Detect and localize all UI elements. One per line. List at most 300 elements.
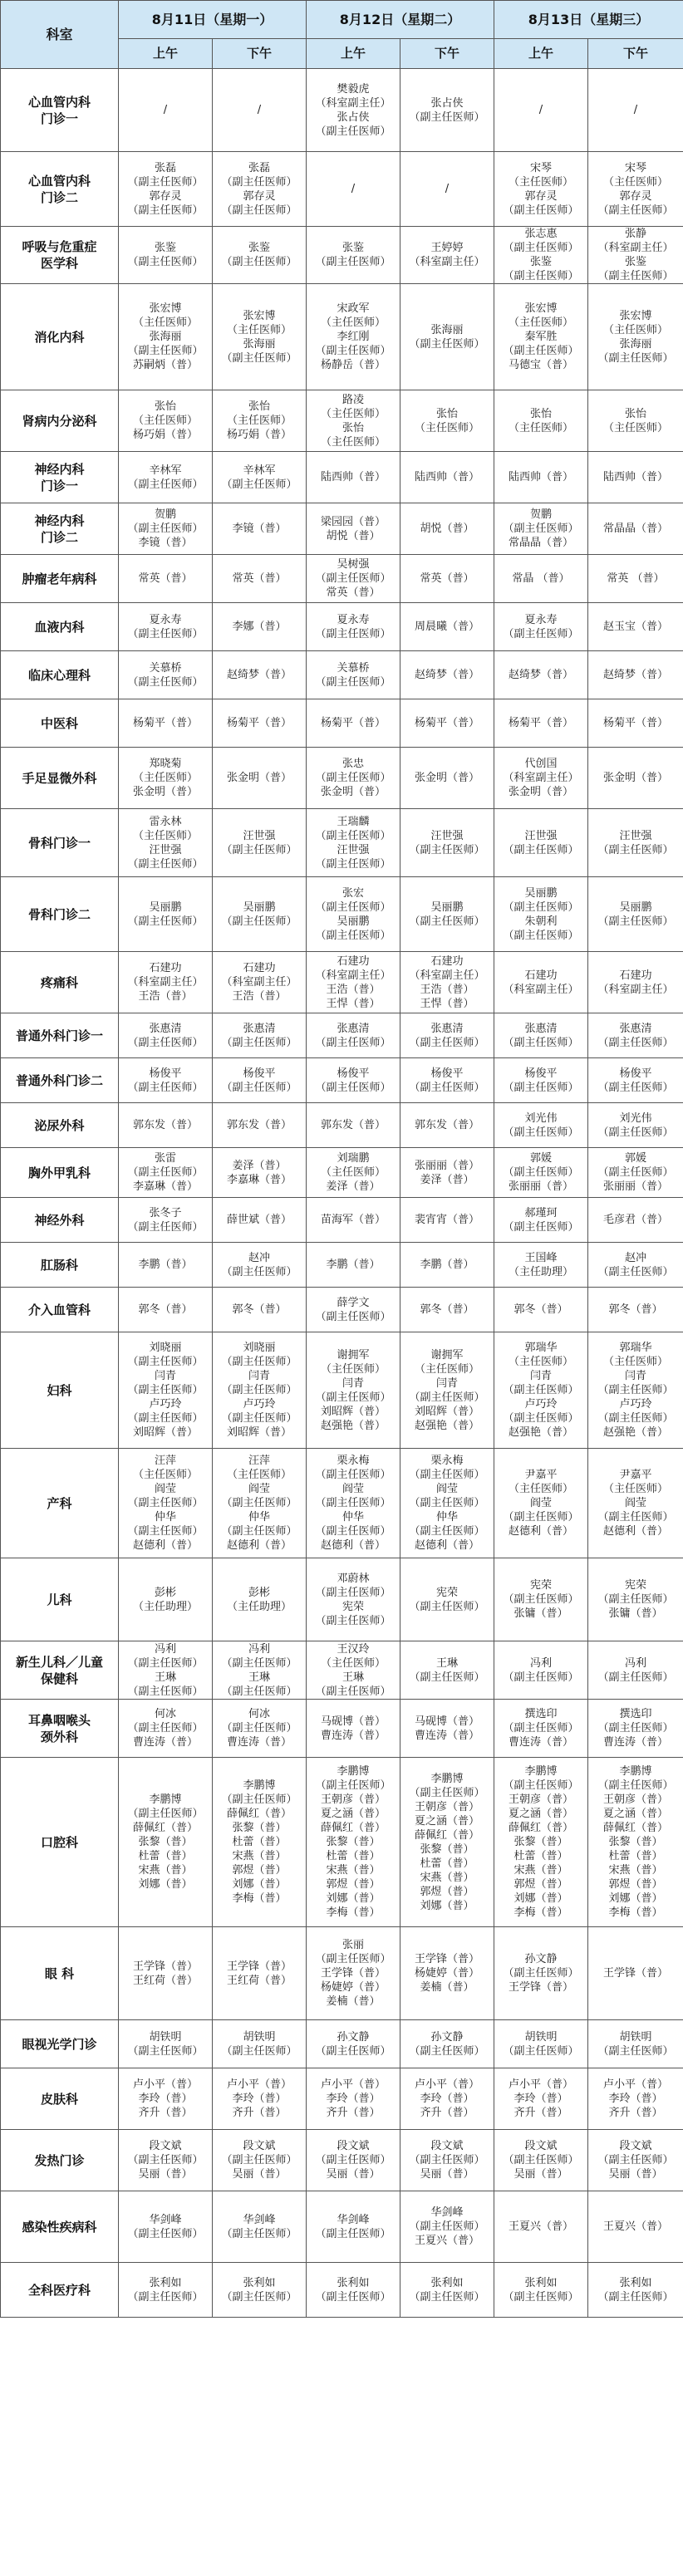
doctor-line: （主任医师） (132, 1469, 198, 1481)
doctor-line: 赵绮梦（普） (226, 669, 292, 681)
doctor-line: 王朝彦（普） (414, 1800, 479, 1813)
schedule-cell (400, 1103, 494, 1148)
schedule-cell (119, 952, 213, 1013)
doctor-line: 郭煜（普） (513, 1878, 568, 1891)
doctor-line: （副主任医师） (315, 1469, 391, 1481)
schedule-cell (119, 748, 213, 809)
doctor-line: 吴丽鹏 (430, 900, 464, 914)
doctor-line: （副主任医师） (127, 2290, 204, 2304)
schedule-cell (119, 69, 213, 152)
doctor-line: 段文斌 (337, 2140, 370, 2152)
schedule-cell (400, 1758, 494, 1927)
doctor-line: 张丽丽（普） (508, 1180, 573, 1193)
doctor-line: 杨巧娟（普） (226, 429, 292, 441)
schedule-cell (400, 1332, 494, 1449)
doctor-line: 张惠清 (619, 1022, 652, 1035)
schedule-cell (494, 1449, 588, 1558)
schedule-cell (307, 603, 400, 651)
schedule-cell (588, 2130, 683, 2191)
schedule-cell (119, 1013, 213, 1058)
doctor-line: 赵强艳（普） (414, 1419, 479, 1432)
doctor-line: 赵绮梦（普） (508, 669, 573, 681)
schedule-cell (307, 555, 400, 603)
schedule-cell (494, 748, 588, 809)
doctor-line: 胡铁明 (149, 2030, 182, 2044)
dept-name-line: 皮肤科 (40, 2091, 78, 2107)
doctor-line: （副主任医师） (315, 1310, 391, 1323)
doctor-line: （副主任医师） (409, 1081, 485, 1094)
schedule-cell (588, 152, 683, 227)
doctor-line: 李鹏博 (149, 1793, 182, 1806)
doctor-line: 张宏 (342, 886, 364, 900)
schedule-cell (494, 2263, 588, 2318)
doctor-line: 齐升（普） (326, 2107, 381, 2119)
doctor-line: （副主任医师） (315, 1525, 391, 1538)
doctor-line: 郭东发（普） (320, 1119, 386, 1131)
doctor-line: （副主任医师） (597, 1166, 674, 1179)
schedule-cell (400, 1243, 494, 1288)
schedule-cell (307, 1449, 400, 1558)
doctor-line: （副主任医师） (315, 256, 391, 268)
doctor-line: 薛佩红（普） (508, 1822, 573, 1834)
schedule-cell (307, 1243, 400, 1288)
schedule-cell (494, 1558, 588, 1641)
doctor-line: 吴丽鹏 (524, 886, 558, 900)
doctor-line: 郭煜（普） (608, 1878, 663, 1891)
doctor-line: 宋政军 (337, 302, 370, 315)
doctor-line: 汪萍 (248, 1455, 270, 1467)
schedule-cell (400, 952, 494, 1013)
doctor-line: （主任医师） (602, 175, 668, 189)
schedule-cell (213, 1700, 307, 1758)
doctor-line: 阎莹 (154, 1483, 176, 1495)
doctor-line: 石建功 (430, 954, 464, 968)
dept-name-line: 心血管内科 (27, 94, 91, 110)
schedule-cell (307, 1288, 400, 1332)
dept-name-line: 门诊二 (40, 189, 78, 205)
table-row (1, 503, 683, 555)
doctor-line: 赵冲 (624, 1251, 646, 1264)
doctor-line: （副主任医师） (503, 242, 579, 254)
day-header-1: 8月11日（星期一） (119, 1, 307, 39)
doctor-line: （副主任医师） (221, 478, 297, 491)
doctor-line: 石建功 (243, 962, 276, 974)
doctor-line: 郭东发（普） (226, 1119, 292, 1131)
doctor-line: 石建功 (149, 962, 182, 974)
dept-name-line: 骨科门诊二 (27, 906, 91, 922)
doctor-line: （主任医师） (414, 421, 479, 434)
doctor-line: 阎莹 (342, 1483, 364, 1495)
schedule-cell (119, 555, 213, 603)
doctor-line: 曹连涛（普） (414, 1729, 479, 1742)
table-row (1, 1243, 683, 1288)
schedule-cell (213, 2068, 307, 2130)
doctor-line: （副主任医师） (221, 915, 297, 928)
doctor-line: 代创国 (524, 758, 558, 770)
doctor-line: 毛彦君（普） (602, 1214, 668, 1226)
schedule-cell (494, 651, 588, 699)
doctor-line: （副主任医师） (127, 1525, 204, 1538)
doctor-line: 曹连涛（普） (132, 1736, 198, 1749)
schedule-cell (213, 603, 307, 651)
doctor-line: 张镛（普） (513, 1607, 568, 1620)
schedule-cell (213, 1332, 307, 1449)
doctor-line: 孙文静 (524, 1953, 558, 1965)
doctor-line: 张海丽 (243, 337, 276, 351)
dept-name-line: 颈外科 (40, 1729, 78, 1744)
schedule-cell (494, 555, 588, 603)
doctor-line: （副主任医师） (503, 1511, 579, 1524)
dept-name-cell (1, 1758, 119, 1927)
table-row (1, 1058, 683, 1103)
doctor-line: 王悍（普） (326, 997, 381, 1010)
doctor-line: （副主任医师） (503, 2154, 579, 2166)
doctor-line: 冯利 (529, 1656, 552, 1670)
doctor-line: 郑晓菊 (149, 758, 182, 770)
dept-name-line: 新生儿科／儿童 (15, 1654, 103, 1670)
schedule-cell (588, 1148, 683, 1198)
doctor-line: （副主任医师） (409, 915, 485, 928)
doctor-line: （副主任医师） (503, 1779, 579, 1792)
dept-name-line: 心血管内科 (27, 173, 91, 189)
schedule-cell (213, 877, 307, 952)
doctor-line: （副主任医师） (127, 1356, 204, 1368)
doctor-line: （副主任医师） (503, 1081, 579, 1094)
doctor-line: 张怡 (529, 407, 552, 420)
doctor-line: 刘娜（普） (420, 1899, 474, 1912)
doctor-line: 闫青 (624, 1370, 646, 1382)
doctor-line: 郭媛 (624, 1152, 646, 1165)
schedule-cell (119, 284, 213, 390)
doctor-line: 王琳 (435, 1656, 458, 1670)
doctor-line: 薛学文 (337, 1296, 370, 1309)
schedule-cell (494, 1243, 588, 1288)
table-row (1, 2191, 683, 2263)
schedule-cell (307, 952, 400, 1013)
doctor-line: 陆西帅（普） (508, 471, 573, 483)
dept-name-cell (1, 1103, 119, 1148)
dept-name-cell (1, 2191, 119, 2263)
doctor-line: （副主任医师） (221, 2044, 297, 2058)
doctor-line: 刘娜（普） (326, 1892, 381, 1905)
doctor-line: 姜泽（普） (420, 1173, 474, 1186)
doctor-line: 张宏博 (243, 309, 276, 322)
doctor-line: （科室副主任） (127, 976, 204, 989)
schedule-cell (119, 1558, 213, 1641)
schedule-cell (400, 1288, 494, 1332)
doctor-line: 樊毅虎 (337, 82, 370, 96)
doctor-line: 张惠清 (430, 1022, 464, 1035)
doctor-line: 夏之涵（普） (602, 1808, 668, 1820)
doctor-line: （主任医师） (132, 772, 198, 784)
doctor-line: （副主任医师） (597, 351, 674, 365)
doctor-line: （副主任医师） (409, 2044, 485, 2058)
doctor-line: 华剑峰 (430, 2206, 464, 2219)
dept-name-line: 感染性疾病科 (22, 2219, 97, 2235)
dept-name-cell (1, 1700, 119, 1758)
schedule-cell (307, 699, 400, 748)
doctor-line: （副主任医师） (221, 1036, 297, 1049)
doctor-line: 王婷婷 (430, 242, 464, 254)
dept-name-line: 骨科门诊一 (27, 835, 91, 851)
doctor-line: （副主任医师） (409, 2290, 485, 2304)
dept-name-cell (1, 390, 119, 452)
doctor-line: （主任医师） (508, 421, 573, 434)
schedule-cell (588, 452, 683, 503)
doctor-line: 彭彬 (248, 1586, 270, 1599)
dept-name-cell (1, 699, 119, 748)
dept-name-cell (1, 2068, 119, 2130)
doctor-line: 王红荷（普） (226, 1974, 292, 1987)
doctor-line: （副主任医师） (221, 256, 297, 268)
doctor-line: 张海丽 (430, 323, 464, 336)
doctor-line: （副主任医师） (597, 1511, 674, 1524)
dept-name-cell (1, 1198, 119, 1243)
doctor-line: （副主任医师） (221, 1081, 297, 1094)
dept-name-cell (1, 284, 119, 390)
doctor-line: 汪世强 (619, 829, 652, 842)
doctor-line: （副主任医师） (503, 843, 579, 856)
doctor-line: 汪世强 (524, 829, 558, 842)
schedule-cell (213, 651, 307, 699)
doctor-line: 王学锋（普） (226, 1960, 292, 1973)
doctor-line: 华剑峰 (337, 2213, 370, 2226)
doctor-line: 胡铁明 (619, 2030, 652, 2044)
doctor-line: 胡铁明 (524, 2030, 558, 2044)
dept-name-cell (1, 877, 119, 952)
doctor-line: （副主任医师） (127, 1497, 204, 1509)
doctor-line: 张利如 (430, 2276, 464, 2289)
dept-name-cell (1, 452, 119, 503)
doctor-line: 姜泽（普） (232, 1159, 287, 1172)
doctor-line: （副主任医师） (127, 2044, 204, 2058)
doctor-line: （副主任医师） (315, 1036, 391, 1049)
schedule-cell (213, 69, 307, 152)
schedule-cell (588, 1558, 683, 1641)
doctor-line: 贺鹏 (529, 508, 552, 521)
doctor-line: （副主任医师） (127, 1808, 204, 1820)
table-row (1, 1558, 683, 1641)
doctor-line: （副主任医师） (221, 1793, 297, 1806)
doctor-line: （主任医师） (602, 323, 668, 336)
schedule-cell (494, 227, 588, 284)
doctor-line: 李镜（普） (232, 523, 287, 535)
doctor-line: 王朝彦（普） (508, 1793, 573, 1806)
schedule-cell (588, 1288, 683, 1332)
doctor-line: 刘昭辉（普） (226, 1426, 292, 1439)
schedule-cell (588, 1700, 683, 1758)
doctor-line: （副主任医师） (221, 204, 297, 217)
doctor-line: 贺鹏 (154, 508, 176, 521)
doctor-line: 张怡 (624, 407, 646, 420)
schedule-cell (588, 952, 683, 1013)
schedule-cell (400, 809, 494, 877)
doctor-line: 郭存灵 (524, 189, 558, 203)
schedule-cell (307, 1148, 400, 1198)
doctor-line: 张冬子 (149, 1206, 182, 1219)
dept-name-line: 肾病内分泌科 (22, 413, 97, 429)
doctor-line: 王夏兴（普） (414, 2235, 479, 2247)
doctor-line: 常晶 （普） (512, 572, 570, 585)
doctor-line: （副主任医师） (597, 1081, 674, 1094)
schedule-cell (400, 603, 494, 651)
table-header (1, 1, 683, 69)
table-row (1, 555, 683, 603)
schedule-cell (400, 748, 494, 809)
schedule-cell (119, 877, 213, 952)
doctor-line: 张利如 (149, 2276, 182, 2289)
dept-name-line: 妇科 (47, 1382, 72, 1398)
doctor-line: 张惠清 (149, 1022, 182, 1035)
doctor-line: 王国峰 (524, 1251, 558, 1264)
table-row (1, 1288, 683, 1332)
doctor-line: （副主任医师） (409, 2220, 485, 2233)
doctor-line: 赵冲 (248, 1251, 270, 1264)
doctor-line: （副主任医师） (127, 256, 204, 268)
schedule-cell (588, 555, 683, 603)
schedule-cell (213, 1927, 307, 2020)
schedule-cell (400, 503, 494, 555)
schedule-cell (119, 2068, 213, 2130)
doctor-line: （副主任医师） (127, 1412, 204, 1425)
doctor-line: 张黎（普） (232, 1822, 287, 1834)
dept-name-line: 普通外科门诊二 (15, 1072, 103, 1088)
doctor-line: 杨菊平（普） (508, 717, 573, 729)
doctor-line: （副主任医师） (409, 1036, 485, 1049)
doctor-line: 宪荣 (342, 1600, 364, 1613)
table-row (1, 748, 683, 809)
doctor-line: 李玲（普） (513, 2093, 568, 2105)
dept-name-cell (1, 2130, 119, 2191)
schedule-cell (307, 1641, 400, 1700)
doctor-line: （副主任医师） (409, 1497, 485, 1509)
doctor-line: （副主任医师） (503, 2290, 579, 2304)
schedule-cell (119, 699, 213, 748)
doctor-line: 宋燕（普） (608, 1864, 663, 1877)
doctor-line: 邓蔚林 (337, 1572, 370, 1585)
doctor-line: （副主任医师） (597, 1671, 674, 1684)
doctor-line: 马德宝（普） (508, 359, 573, 371)
schedule-cell (213, 284, 307, 390)
doctor-line: （主任医师） (132, 316, 198, 329)
doctor-line: 华剑峰 (149, 2213, 182, 2226)
table-row (1, 1758, 683, 1927)
doctor-line: 张鉴 (529, 256, 552, 268)
doctor-line: 姜楠（普） (326, 1995, 381, 2008)
doctor-line: （副主任医师） (127, 345, 204, 357)
schedule-cell (119, 1288, 213, 1332)
doctor-line: 华剑峰 (243, 2213, 276, 2226)
doctor-line: 王浩（普） (420, 983, 474, 996)
schedule-cell (307, 390, 400, 452)
doctor-line: 张磊 (248, 161, 270, 174)
doctor-line: （副主任医师） (127, 523, 204, 535)
doctor-line: 常晶晶（普） (508, 537, 573, 549)
doctor-line: 谢拥军 (430, 1348, 464, 1362)
doctor-line: （副主任医师） (503, 523, 579, 535)
doctor-line: 宋燕（普） (326, 1864, 381, 1877)
doctor-line: （副主任医师） (221, 1685, 297, 1698)
schedule-cell (400, 651, 494, 699)
doctor-line: （副主任医师） (221, 1412, 297, 1425)
doctor-line: 李玲（普） (420, 2093, 474, 2105)
schedule-cell (494, 452, 588, 503)
doctor-line: 常英（普） (326, 586, 381, 599)
doctor-line: 李梅（普） (608, 1906, 663, 1919)
doctor-line: 郭瑞华 (524, 1342, 558, 1354)
doctor-line: （主任医师） (320, 435, 386, 449)
doctor-line: （副主任医师） (315, 2227, 391, 2240)
doctor-line: 张黎（普） (326, 1836, 381, 1848)
schedule-cell (494, 1332, 588, 1449)
doctor-line: 杨菊平（普） (132, 717, 198, 729)
doctor-line: （副主任医师） (315, 1685, 391, 1698)
schedule-cell (307, 2020, 400, 2068)
schedule-cell (494, 152, 588, 227)
doctor-line: 郭存灵 (149, 189, 182, 203)
doctor-line: （副主任医师） (127, 627, 204, 640)
doctor-line: 吴丽鹏 (337, 915, 370, 928)
doctor-line: 卢小平（普） (320, 2078, 386, 2091)
schedule-cell (307, 2068, 400, 2130)
doctor-line: 张惠清 (337, 1022, 370, 1035)
dept-name-line: 口腔科 (40, 1834, 78, 1850)
schedule-cell (213, 2191, 307, 2263)
doctor-line: 常英（普） (232, 572, 287, 585)
doctor-line: 夏永寿 (149, 613, 182, 626)
doctor-line: 宋琴 (624, 161, 646, 174)
doctor-line: （副主任医师） (315, 829, 391, 842)
doctor-line: 撰选印 (619, 1708, 652, 1720)
period-header: 上午 (307, 39, 400, 69)
doctor-line: 常晶晶（普） (602, 523, 668, 535)
doctor-line: 汪世强 (149, 843, 182, 856)
schedule-cell (588, 1449, 683, 1558)
schedule-cell (213, 1103, 307, 1148)
doctor-line: 杨俊平 (430, 1067, 464, 1080)
doctor-line: 张海丽 (149, 331, 182, 343)
doctor-line: 张金明（普） (414, 772, 479, 784)
schedule-cell (119, 1198, 213, 1243)
doctor-line: （副主任医师） (315, 627, 391, 640)
dept-name-cell (1, 503, 119, 555)
doctor-line: 王朝彦（普） (602, 1793, 668, 1806)
doctor-line: / (538, 104, 543, 116)
schedule-cell (494, 1103, 588, 1148)
doctor-line: 赵玉宝（普） (602, 621, 668, 633)
schedule-cell (494, 1700, 588, 1758)
doctor-line: 王悍（普） (420, 997, 474, 1010)
doctor-line: 陆西帅（普） (602, 471, 668, 483)
dept-name-line: 耳鼻咽喉头 (27, 1712, 91, 1728)
doctor-line: 卢小平（普） (132, 2078, 198, 2091)
doctor-line: 吴丽（普） (513, 2168, 568, 2181)
doctor-line: （主任医师） (226, 415, 292, 427)
doctor-line: （副主任医师） (315, 772, 391, 784)
doctor-line: （副主任医师） (127, 1384, 204, 1396)
dept-name-line: 儿科 (47, 1592, 72, 1607)
schedule-cell (119, 1700, 213, 1758)
period-header: 下午 (400, 39, 494, 69)
doctor-line: 卢小平（普） (602, 2078, 668, 2091)
doctor-line: 段文斌 (243, 2140, 276, 2152)
doctor-line: （副主任医师） (409, 1671, 485, 1684)
doctor-line: （副主任医师） (503, 1126, 579, 1139)
schedule-cell (400, 1641, 494, 1700)
schedule-cell (119, 503, 213, 555)
schedule-cell (307, 503, 400, 555)
doctor-line: 郭媛 (529, 1152, 552, 1165)
